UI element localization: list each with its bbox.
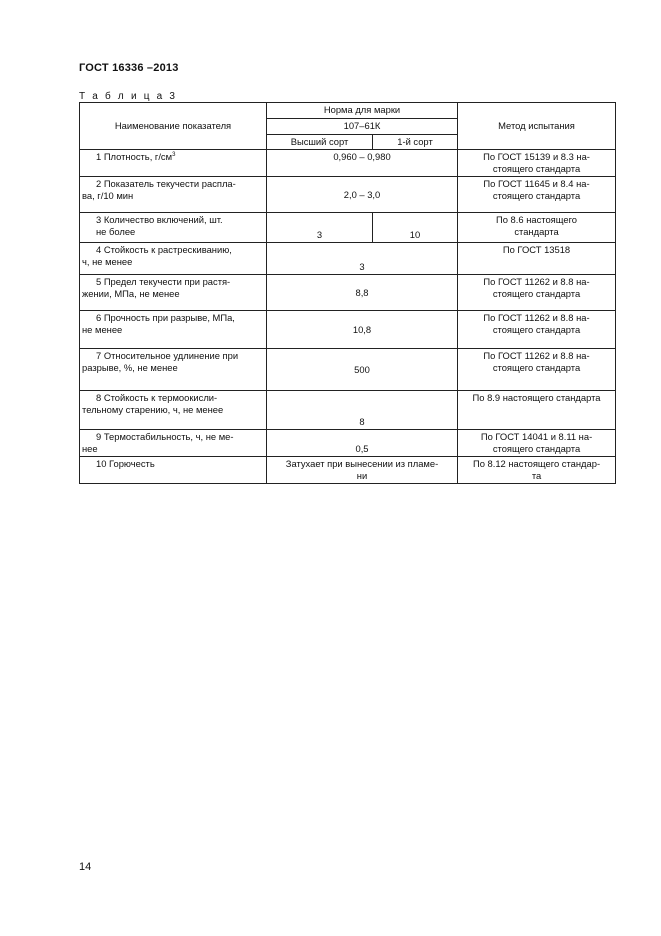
row-method (458, 177, 616, 213)
row-method-line: По ГОСТ 14041 и 8.11 на- (480, 431, 593, 442)
row-method-line: По 8.6 настоящего (496, 214, 578, 225)
row-value: 0,5 (267, 430, 458, 457)
row-name-line: 4 Стойкость к растрескиванию, (96, 244, 232, 255)
row-name (80, 213, 267, 243)
row-name-line: 1 Плотность, г/см (96, 151, 173, 162)
row-name-line: 5 Предел текучести при растя- (96, 276, 231, 287)
row-name (80, 457, 267, 484)
row-method-line: стоящего стандарта (492, 443, 581, 454)
row-value-top-sort: 3 (267, 213, 373, 243)
row-value: 8 (267, 391, 458, 430)
row-name (80, 243, 267, 275)
row-value: 10,8 (267, 311, 458, 349)
row-method (458, 457, 616, 484)
row-method (458, 243, 616, 275)
row-method (458, 391, 616, 430)
row-value (267, 457, 458, 484)
table-row (80, 391, 616, 430)
row-method-line: стоящего стандарта (492, 324, 581, 335)
row-method (458, 430, 616, 457)
row-method (458, 213, 616, 243)
row-name (80, 177, 267, 213)
row-method (458, 349, 616, 391)
table-row (80, 150, 616, 177)
row-method (458, 275, 616, 311)
row-value: 500 (267, 349, 458, 391)
row-method-line: та (531, 470, 542, 481)
row-method-line: По ГОСТ 15139 и 8.3 на- (483, 151, 590, 162)
row-name (80, 430, 267, 457)
row-name-line: разрыве, %, не менее (82, 362, 178, 373)
row-name (80, 311, 267, 349)
row-name-line: 10 Горючесть (96, 458, 155, 469)
row-name-line: ч, не менее (82, 256, 133, 267)
table-row (80, 349, 616, 391)
row-name-line: 3 Количество включений, шт. (96, 214, 223, 225)
header-indicator: Наименование показателя (80, 103, 267, 150)
row-method-line: По ГОСТ 11645 и 8.4 на- (483, 178, 590, 189)
row-value: 3 (267, 243, 458, 275)
row-value: 2,0 – 3,0 (267, 177, 458, 213)
row-name-line: тельному старению, ч, не менее (82, 404, 224, 415)
row-method-line: стоящего стандарта (492, 163, 581, 174)
row-value-first-sort: 10 (373, 213, 458, 243)
row-name-line: жении, МПа, не менее (82, 288, 180, 299)
header-norm: Норма для марки (267, 103, 458, 119)
row-name (80, 150, 267, 177)
row-name-line: нее (82, 443, 98, 454)
row-method-line: По ГОСТ 11262 и 8.8 на- (483, 350, 590, 361)
row-name-line: не более (96, 226, 136, 237)
table-row (80, 275, 616, 311)
document-standard-code: ГОСТ 16336 –2013 (79, 62, 179, 74)
row-name-line: 7 Относительное удлинение при (96, 350, 239, 361)
row-name-line: 6 Прочность при разрыве, МПа, (96, 312, 235, 323)
row-method-line: стоящего стандарта (492, 362, 581, 373)
page-number: 14 (79, 861, 92, 873)
row-method (458, 311, 616, 349)
row-method-line: По 8.9 настоящего стандарта (472, 392, 601, 403)
row-name-line: 9 Термостабильность, ч, не ме- (96, 431, 234, 442)
table-row (80, 177, 616, 213)
row-method-line: По ГОСТ 13518 (502, 244, 571, 255)
superscript: 3 (172, 151, 176, 158)
header-first-sort: 1-й сорт (373, 135, 458, 150)
row-method-line: стоящего стандарта (492, 288, 581, 299)
row-name (80, 275, 267, 311)
row-value-line: ни (356, 470, 368, 481)
row-method-line: стандарта (514, 226, 559, 237)
row-name (80, 349, 267, 391)
row-value: 0,960 – 0,980 (267, 150, 458, 177)
row-value-line: Затухает при вынесении из пламе- (285, 458, 439, 469)
table-row (80, 457, 616, 484)
header-method: Метод испытания (458, 103, 616, 150)
table-caption: Т а б л и ц а 3 (79, 91, 178, 102)
properties-table (79, 102, 616, 484)
header-top-sort: Высший сорт (267, 135, 373, 150)
row-method-line: стоящего стандарта (492, 190, 581, 201)
table-row (80, 311, 616, 349)
row-value: 8,8 (267, 275, 458, 311)
table-row (80, 213, 616, 243)
table-row (80, 243, 616, 275)
table-row (80, 430, 616, 457)
row-method (458, 150, 616, 177)
table-header-row (80, 103, 616, 119)
row-name-line: 8 Стойкость к термоокисли- (96, 392, 218, 403)
row-name (80, 391, 267, 430)
row-method-line: По 8.12 настоящего стандар- (472, 458, 601, 469)
row-name-line: 2 Показатель текучести распла- (96, 178, 236, 189)
row-name-line: не менее (82, 324, 123, 335)
row-name-line: ва, г/10 мин (82, 190, 134, 201)
header-grade: 107–61К (267, 119, 458, 135)
row-method-line: По ГОСТ 11262 и 8.8 на- (483, 276, 590, 287)
row-method-line: По ГОСТ 11262 и 8.8 на- (483, 312, 590, 323)
